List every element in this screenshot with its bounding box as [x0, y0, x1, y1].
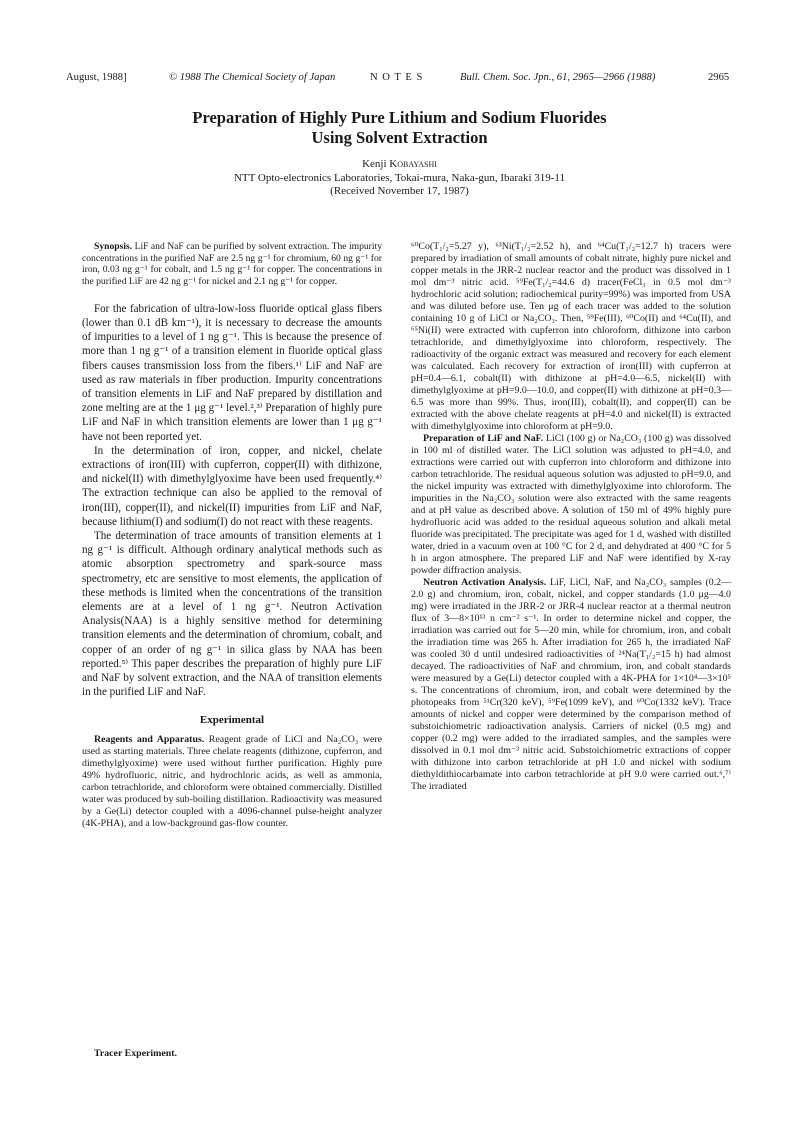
naa-paragraph	[411, 577, 731, 793]
synopsis-label: Synopsis.	[94, 241, 133, 252]
synopsis-text: LiF and NaF can be purified by solvent extraction. The impurity concentrations in the purified NaF are 2.5 ng g⁻¹ for chromium, 60 ng g⁻¹ for iron, 0.03 ng g⁻¹ for cobalt, and 1.5 ng g⁻¹ for copper. The concentrations in the purified LiF are 42 ng g⁻¹ for nickel and 2.1 ng g⁻¹ for copper.	[82, 241, 382, 288]
preparation-paragraph	[411, 433, 731, 577]
tracer-label: Tracer Experiment.	[94, 1048, 177, 1059]
header-section: N O T E S	[370, 72, 424, 83]
header-journal: Bull. Chem. Soc. Jpn., 61, 2965—2966 (1988)	[460, 72, 656, 83]
tracer-paragraph-start	[82, 1048, 382, 1060]
tracer-paragraph: ⁶⁰Co(T₁/₂=5.27 y), ⁶³Ni(T₁/₂=2.52 h), and ⁶⁴Cu(T₁/₂=12.7 h) tracers were prepared by irradiation of small amounts of cobalt nitrate, highly pure nickel and copper metals in the JRR-2 nuclear reactor and the product was dissolved in 1 mol dm⁻³ nitric acid. ⁵⁹Fe(T₁/₂=44.6 d) tracer(FeCl₃ in 0.5 mol dm⁻³ hydrochloric acid solution; radiochemical purity=99%) was imported from USA and was diluted before use. Ten μg of each tracer was added to the solution containing 10 g of LiCl or Na₂CO₃. Then, ⁵⁹Fe(III), ⁶⁰Co(II) and ⁶⁴Cu(II), and ⁶⁵Ni(II) were extracted with cupferron into chloroform, dithizone into carbon tetrachloride, and dimethylglyoxime into chloroform, respectively. The radioactivity of the organic extract was measured and recovery for each element was calculated. Each recovery for extraction of iron(III) with cupferron at pH=0.4—6.1, cobalt(II) with dithizone at pH=4.0—6.5, nickel(II) with dimethylglyoxime at pH=9.0—10.0, and copper(II) with dithizone at pH=0.3—6.5 was more than 99%. Thus, iron(III), cobalt(II), and copper(II) can be extracted with the above chelate reagents at pH=4.0 and nickel(II) is extracted with dimethylglyoxime into chloroform at pH=9.0.	[411, 241, 731, 432]
author-family-name: Kobayashi	[389, 158, 437, 170]
preparation-label: Preparation of LiF and NaF.	[423, 433, 544, 444]
naa-text: LiF, LiCl, NaF, and Na₂CO₃ samples (0.2—2.0 g) and chromium, iron, cobalt, nickel, and copper standards (1.0 μg—4.0 mg) were irradiated in the JRR-2 or JRR-4 nuclear reactor at a thermal neutron flux of 3—8×10¹³ n cm⁻² s⁻¹. In order to determine nickel and copper, the irradiation was carried out for 5—20 min, while for chromium, iron, and cobalt the irradiation time was 265 h. After irradiation for 265 h, the irradiated NaF was cooled 30 d until undesired radioactivities of ²⁴Na(T₁/₂=15 h) had almost decayed. The radioactivities of NaF and chromium, iron, and cobalt standards were measured by a Ge(Li) detector coupled with a 4K-PHA for 1×10⁴—3×10⁵ s. The concentrations of chromium, iron, and cobalt were determined by the photopeaks from ⁵¹Cr(320 keV), ⁵⁹Fe(1099 keV), and ⁶⁰Co(1332 keV). Trace amounts of nickel and copper were determined by the comparison method of substoichiometric radioactivation analysis. Carriers of nickel (0.5 mg) and copper (0.2 mg) were added to the irradiated samples, and the samples were dissolved in 0.1 mol dm⁻³ nitric acid. Substoichiometric extractions of copper with dithizone into carbon tetrachloride at pH 1.0 and nickel with sodium diethyldithiocarbamate into carbon tetrachloride at pH 9.0 were carried out.⁶,⁷⁾ The irradiated	[411, 577, 731, 792]
reagents-text: Reagent grade of LiCl and Na₂CO₃ were used as starting materials. Three chelate reagents (dithizone, cupferron, and dimethylglyoxime) were used without further purification. Highly pure 49% hydrofluoric, nitric, and hydrochloric acids, as well as ammonia, carbon tetrachloride, and chloroform were obtained commercially. Distilled water was produced by sub-boiling distillation. Radioactivity was measured by a Ge(Li) detector coupled with a 4096-channel pulse-height analyzer (4K-PHA), and a low-background gas-flow counter.	[82, 733, 382, 829]
title-block	[66, 108, 733, 197]
right-column	[411, 241, 731, 793]
reagents-paragraph	[82, 734, 382, 830]
reagents-label: Reagents and Apparatus.	[94, 733, 205, 745]
intro-paragraph-1: For the fabrication of ultra-low-loss fluoride optical glass fibers (lower than 0.1 dB km⁻¹), it is necessary to decrease the amounts of impurities to a level of 1 ng g⁻¹. This is because the presence of more than 1 ng g⁻¹ of a transition element in fluoride optical glass fibers causes transmission loss from the fibers.¹⁾ LiF and NaF are used as raw materials in fiber production. Impurity concentrations of transition elements in LiF and NaF prepared by distillation and zone melting are at the 1 μg g⁻¹ level.²,³⁾ Preparation of highly pure LiF and NaF in which transition elements are lower than 1 μg g⁻¹ have not been reported yet.	[82, 302, 382, 443]
preparation-text: LiCl (100 g) or Na₂CO₃ (100 g) was dissolved in 100 ml of distilled water. The LiCl solution was adjusted to pH=4.0, and extractions were carried out with cupferron into chloroform and dithizone into carbon tetrachloride. The residual aqueous solution was adjusted to pH=9.0, and the nickel impurity was extracted with dimethylglyoxime into chloroform. The impurities in the Na₂CO₃ solution were also extracted with the same reagents and at pH value as described above. A solution of 150 ml of 49% highly pure hydrofluoric acid was added to the residual aqueous solution and alkali metal fluoride was precipitated. The precipitate was aged for 1 d, washed with distilled water, dried in a vacuum oven at 100 °C for 2 d, and dehydrated at 400 °C for 5 h in argon atmosphere. The prepared LiF and NaF were identified by X-ray powder diffraction analysis.	[411, 433, 731, 576]
received-date: (Received November 17, 1987)	[330, 185, 469, 197]
section-heading-experimental: Experimental	[199, 713, 265, 726]
header-page-number: 2965	[708, 72, 730, 83]
intro-paragraph-2: In the determination of iron, copper, and nickel, chelate extractions of iron(III) with cupferron, copper(II) with dithizone, and nickel(II) with dimethylglyoxime have been used frequently.⁴⁾ The extraction technique can also be applied to the removal of iron(III), copper(II), and nickel(II) impurities from LiF and NaF, because lithium(I) and sodium(I) do not react with these reagents.	[82, 444, 382, 528]
intro-paragraph-3: The determination of trace amounts of transition elements at 1 ng g⁻¹ is difficult. Although ordinary analytical methods such as atomic absorption spectrometry and spark-source mass spectrometry, etc are sensitive to most elements, the application of these methods is limited when the concentrations of the transition elements are at a level of 1 ng g⁻¹. Neutron Activation Analysis(NAA) is a highly sensitive method for determining transition elements and the determination of chromium, cobalt, and copper of an order of ng g⁻¹ in silica glass by NAA has been reported.⁵⁾ This paper describes the preparation of highly pure LiF and NaF by solvent extraction, and the NAA of transition elements in the purified LiF and NaF.	[82, 530, 382, 699]
paper-title	[66, 108, 733, 148]
title-line-2: Using Solvent Extraction	[311, 128, 488, 147]
affiliation: NTT Opto-electronics Laboratories, Tokai-mura, Naka-gun, Ibaraki 319-11	[233, 172, 566, 184]
running-header	[66, 72, 733, 88]
title-line-1: Preparation of Highly Pure Lithium and Sodium Fluorides	[192, 108, 607, 127]
left-column	[82, 241, 382, 1059]
naa-label: Neutron Activation Analysis.	[423, 577, 547, 588]
synopsis	[82, 241, 382, 288]
header-date: August, 1988]	[66, 72, 127, 83]
header-copyright: © 1988 The Chemical Society of Japan	[169, 72, 336, 83]
author-given-name: Kenji	[362, 158, 387, 170]
author	[66, 158, 733, 170]
